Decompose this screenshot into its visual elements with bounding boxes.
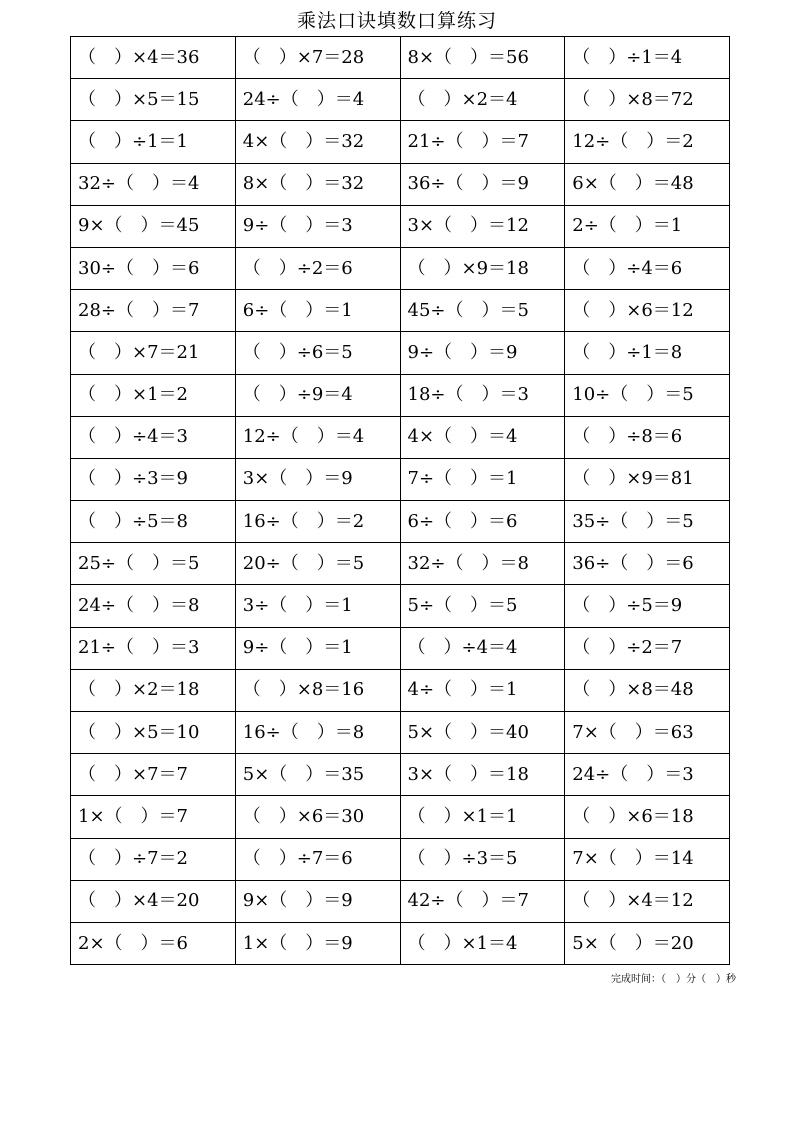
problem-cell: （ ）÷3＝9: [71, 458, 236, 500]
problem-cell: 24÷（ ）＝4: [235, 79, 400, 121]
problem-cell: 7×（ ）＝14: [565, 838, 730, 880]
table-row: [71, 796, 730, 838]
problem-cell: 8×（ ）＝32: [235, 163, 400, 205]
problem-cell: （ ）÷2＝6: [235, 247, 400, 289]
problem-cell: 24÷（ ）＝3: [565, 754, 730, 796]
problem-cell: （ ）÷8＝6: [565, 416, 730, 458]
table-row: [71, 754, 730, 796]
problem-cell: （ ）×6＝18: [565, 796, 730, 838]
problem-cell: 21÷（ ）＝7: [400, 121, 565, 163]
table-row: [71, 669, 730, 711]
problem-cell: （ ）÷6＝5: [235, 332, 400, 374]
problem-cell: 21÷（ ）＝3: [71, 627, 236, 669]
problem-cell: 6÷（ ）＝6: [400, 501, 565, 543]
problem-cell: 20÷（ ）＝5: [235, 543, 400, 585]
problem-cell: 36÷（ ）＝9: [400, 163, 565, 205]
table-row: [71, 163, 730, 205]
problem-cell: （ ）×4＝20: [71, 880, 236, 922]
problem-cell: （ ）÷4＝4: [400, 627, 565, 669]
problem-cell: 5÷（ ）＝5: [400, 585, 565, 627]
problem-cell: 5×（ ）＝20: [565, 922, 730, 964]
problem-cell: （ ）÷7＝2: [71, 838, 236, 880]
table-row: [71, 458, 730, 500]
table-row: [71, 290, 730, 332]
table-row: [71, 121, 730, 163]
problem-cell: 12÷（ ）＝2: [565, 121, 730, 163]
problem-cell: 16÷（ ）＝2: [235, 501, 400, 543]
problem-cell: 3×（ ）＝12: [400, 205, 565, 247]
table-row: [71, 922, 730, 964]
problem-cell: 10÷（ ）＝5: [565, 374, 730, 416]
problem-cell: （ ）×1＝4: [400, 922, 565, 964]
problem-cell: 45÷（ ）＝5: [400, 290, 565, 332]
table-row: [71, 332, 730, 374]
problem-cell: 4÷（ ）＝1: [400, 669, 565, 711]
problem-cell: （ ）×5＝15: [71, 79, 236, 121]
exercise-table: [70, 36, 730, 965]
problem-cell: 9÷（ ）＝9: [400, 332, 565, 374]
problem-cell: 6×（ ）＝48: [565, 163, 730, 205]
problem-cell: （ ）×6＝12: [565, 290, 730, 332]
problem-cell: （ ）×6＝30: [235, 796, 400, 838]
problem-cell: （ ）×8＝48: [565, 669, 730, 711]
problem-cell: （ ）×1＝1: [400, 796, 565, 838]
problem-cell: （ ）÷7＝6: [235, 838, 400, 880]
problem-cell: 30÷（ ）＝6: [71, 247, 236, 289]
table-row: [71, 838, 730, 880]
page-title: 乘法口诀填数口算练习: [296, 10, 497, 32]
problem-cell: （ ）×8＝16: [235, 669, 400, 711]
problem-cell: 16÷（ ）＝8: [235, 712, 400, 754]
problem-cell: 3×（ ）＝9: [235, 458, 400, 500]
problem-cell: 9÷（ ）＝3: [235, 205, 400, 247]
problem-cell: （ ）×9＝81: [565, 458, 730, 500]
problem-cell: 5×（ ）＝35: [235, 754, 400, 796]
problem-cell: 9×（ ）＝45: [71, 205, 236, 247]
table-row: [71, 37, 730, 79]
problem-cell: （ ）÷3＝5: [400, 838, 565, 880]
table-row: [71, 416, 730, 458]
problem-cell: 28÷（ ）＝7: [71, 290, 236, 332]
problem-cell: （ ）×2＝18: [71, 669, 236, 711]
problem-cell: （ ）×7＝21: [71, 332, 236, 374]
table-row: [71, 205, 730, 247]
problem-cell: （ ）÷2＝7: [565, 627, 730, 669]
problem-cell: 24÷（ ）＝8: [71, 585, 236, 627]
problem-cell: 4×（ ）＝4: [400, 416, 565, 458]
table-row: [71, 247, 730, 289]
problem-cell: （ ）×9＝18: [400, 247, 565, 289]
problem-cell: 7÷（ ）＝1: [400, 458, 565, 500]
problem-cell: （ ）×2＝4: [400, 79, 565, 121]
problem-cell: （ ）÷1＝4: [565, 37, 730, 79]
problem-cell: 36÷（ ）＝6: [565, 543, 730, 585]
problem-cell: （ ）÷9＝4: [235, 374, 400, 416]
completion-time-label: 完成时间：（ ）分（ ）秒: [611, 974, 736, 985]
problem-cell: 32÷（ ）＝4: [71, 163, 236, 205]
problem-cell: 9÷（ ）＝1: [235, 627, 400, 669]
problem-cell: 32÷（ ）＝8: [400, 543, 565, 585]
problem-cell: 9×（ ）＝9: [235, 880, 400, 922]
problem-cell: 42÷（ ）＝7: [400, 880, 565, 922]
problem-cell: 4×（ ）＝32: [235, 121, 400, 163]
table-row: [71, 501, 730, 543]
problem-cell: （ ）÷4＝6: [565, 247, 730, 289]
problem-cell: 2×（ ）＝6: [71, 922, 236, 964]
problem-cell: （ ）÷5＝9: [565, 585, 730, 627]
problem-cell: 35÷（ ）＝5: [565, 501, 730, 543]
problem-cell: 7×（ ）＝63: [565, 712, 730, 754]
problem-cell: 25÷（ ）＝5: [71, 543, 236, 585]
problem-cell: 5×（ ）＝40: [400, 712, 565, 754]
table-row: [71, 374, 730, 416]
exercise-table-body: [71, 37, 730, 965]
table-row: [71, 543, 730, 585]
problem-cell: 12÷（ ）＝4: [235, 416, 400, 458]
table-row: [71, 627, 730, 669]
problem-cell: （ ）×5＝10: [71, 712, 236, 754]
problem-cell: （ ）×7＝7: [71, 754, 236, 796]
problem-cell: 8×（ ）＝56: [400, 37, 565, 79]
problem-cell: （ ）÷1＝1: [71, 121, 236, 163]
problem-cell: （ ）÷1＝8: [565, 332, 730, 374]
table-row: [71, 712, 730, 754]
problem-cell: 3×（ ）＝18: [400, 754, 565, 796]
table-row: [71, 880, 730, 922]
problem-cell: （ ）÷5＝8: [71, 501, 236, 543]
table-row: [71, 585, 730, 627]
problem-cell: 6÷（ ）＝1: [235, 290, 400, 332]
problem-cell: （ ）×7＝28: [235, 37, 400, 79]
problem-cell: 1×（ ）＝7: [71, 796, 236, 838]
problem-cell: （ ）×4＝36: [71, 37, 236, 79]
table-row: [71, 79, 730, 121]
problem-cell: 2÷（ ）＝1: [565, 205, 730, 247]
problem-cell: （ ）×4＝12: [565, 880, 730, 922]
problem-cell: （ ）×1＝2: [71, 374, 236, 416]
problem-cell: 18÷（ ）＝3: [400, 374, 565, 416]
problem-cell: 1×（ ）＝9: [235, 922, 400, 964]
problem-cell: （ ）÷4＝3: [71, 416, 236, 458]
problem-cell: 3÷（ ）＝1: [235, 585, 400, 627]
problem-cell: （ ）×8＝72: [565, 79, 730, 121]
